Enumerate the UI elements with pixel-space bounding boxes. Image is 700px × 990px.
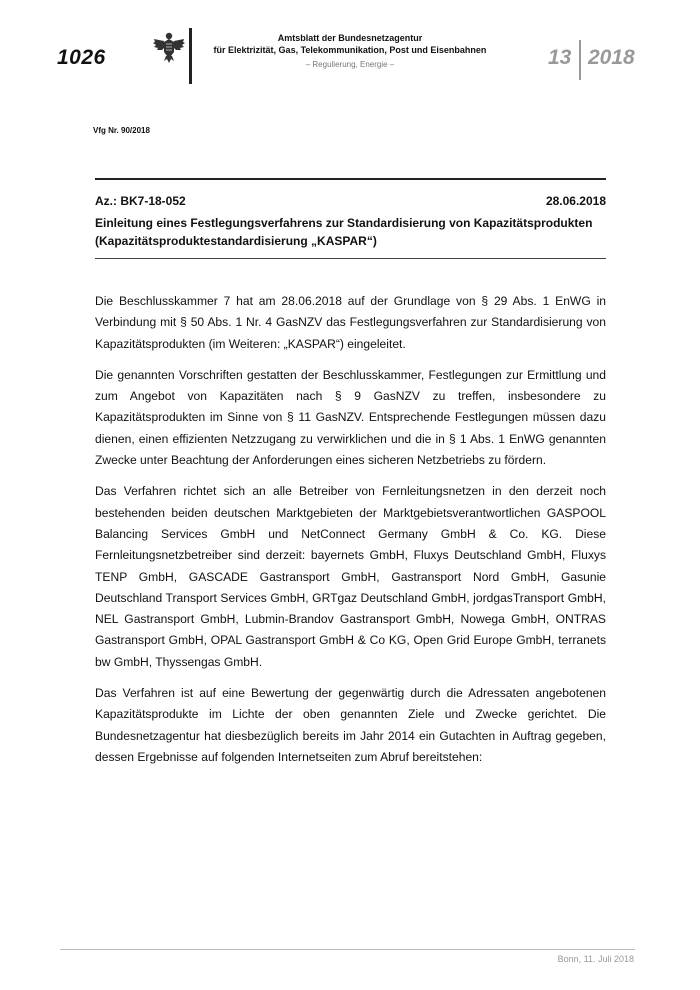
gazette-title: Amtsblatt der Bundesnetzagentur	[277, 33, 423, 43]
document-title: Einleitung eines Festlegungsverfahrens zur Standardisierung von Kapazitätsprodukten (Kapazitätsproduktestandardisierung „KASPAR“)	[95, 216, 593, 248]
issue-year: 2018	[588, 46, 635, 69]
footer-rule	[60, 949, 635, 950]
paragraph: Das Verfahren ist auf eine Bewertung der gegenwärtig durch die Adressaten angebotenen Kapazitätsprodukte im Lichte der oben genannten Ziele und Zwecke gerichtet. Die Bundesnetzagentur hat diesbezüglich bereits im Jahr 2014 ein Gutachten in Auftrag gegeben, dessen Ergebnisse auf folgenden Internetseiten zum Abruf bereitstehen:	[95, 686, 606, 764]
gazette-subtitle: – Regulierung, Energie –	[305, 60, 395, 69]
issue-number: 13	[548, 46, 572, 69]
paragraph: Die genannten Vorschriften gestatten der Beschlusskammer, Festlegungen zur Ermittlung und zum Angebot von Kapazitäten nach § 9 GasNZV zu treffen, insbesondere zu Kapazitätsprodukten im Sinne von § 11 GasNZV. Entsprechende Festlegungen müssen dazu dienen, einen effizienten Netzzugang zu verwirklichen und die in § 1 Abs. 1 EnWG genannten Zwecke unter Beachtung der Anforderungen eines sicheren Netzbetriebs zu fördern.	[95, 367, 606, 468]
page-number: 1026	[57, 46, 106, 69]
federal-eagle-icon	[152, 30, 186, 64]
section-top-rule	[95, 178, 606, 180]
case-date: 28.06.2018	[545, 194, 606, 208]
section-bottom-rule	[95, 258, 606, 259]
body-text	[95, 291, 606, 778]
paragraph: Die Beschlusskammer 7 hat am 28.06.2018 auf der Grundlage von § 29 Abs. 1 EnWG in Verbindung mit § 50 Abs. 1 Nr. 4 GasNZV das Festlegungsverfahren zur Standardisierung von Kapazitätsprodukten (im Weiteren: „KASPAR“) eingeleitet.	[95, 294, 606, 351]
footer-place-date: Bonn, 11. Juli 2018	[557, 954, 634, 964]
issue-divider	[579, 40, 581, 80]
order-number: Vfg Nr. 90/2018	[93, 126, 150, 135]
case-reference: Az.: BK7-18-052	[95, 194, 186, 208]
paragraph: Das Verfahren richtet sich an alle Betreiber von Fernleitungsnetzen in den derzeit noch bestehenden beiden deutschen Marktgebieten der Marktgebietsverantwortlichen GASPOOL Balancing Services GmbH und NetConnect Germany GmbH & Co. KG. Diese Fernleitungsnetzbetreiber sind derzeit: bayernets GmbH, Fluxys Deutschland GmbH, Fluxys TENP GmbH, GASCADE Gastransport GmbH, Gastransport Nord GmbH, Gasunie Deutschland Transport Services GmbH, GRTgaz Deutschland GmbH, jordgasTransport GmbH, NEL Gastransport GmbH, Lubmin-Brandov Gastransport GmbH, Nowega GmbH, ONTRAS Gastransport GmbH, OPAL Gastransport GmbH & Co KG, Open Grid Europe GmbH, terranets bw GmbH, Thyssengas GmbH.	[95, 484, 606, 669]
gazette-title-scope: für Elektrizität, Gas, Telekommunikation, Post und Eisenbahnen	[213, 45, 487, 55]
